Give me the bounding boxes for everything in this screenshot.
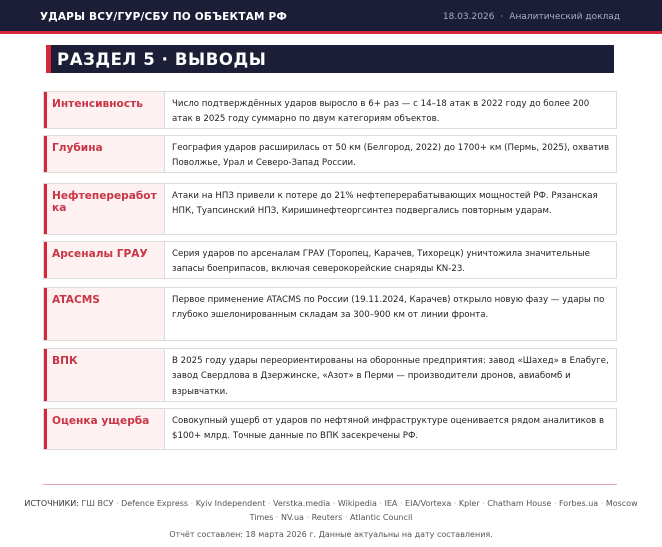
row-label: Оценка ущерба — [44, 409, 165, 449]
conclusion-row-depth — [43, 135, 617, 173]
source-separator: · — [600, 499, 604, 508]
row-label: ATACMS — [44, 288, 165, 340]
source-separator: · — [116, 499, 119, 508]
source-separator: · — [453, 499, 457, 508]
row-label: Интенсивность — [44, 92, 165, 128]
source-item: Atlantic Council — [349, 512, 413, 522]
report-date: 18.03.2026 — [442, 12, 495, 22]
conclusion-row-oil-refining — [43, 183, 617, 235]
source-item: Moscow Times — [249, 499, 638, 522]
source-item: Forbes.ua — [558, 499, 599, 508]
source-item: EIA/Vortexa — [405, 499, 452, 508]
source-item: Kpler — [458, 499, 480, 508]
section-title: РАЗДЕЛ 5 · ВЫВОДЫ — [57, 50, 267, 69]
source-separator: · — [482, 499, 485, 508]
source-separator: · — [399, 499, 403, 508]
source-separator: · — [379, 499, 382, 508]
section-heading — [46, 45, 614, 73]
source-separator: · — [332, 499, 336, 508]
row-text: Серия ударов по арсеналам ГРАУ (Торопец, Карачев, Тихорецк) уничтожила значительные запасы боеприпасов, включая северокорейские снаряды KN-23. — [172, 249, 590, 275]
source-separator: · — [306, 512, 310, 522]
row-label: Арсеналы ГРАУ — [44, 242, 165, 278]
source-item: Reuters — [311, 512, 343, 522]
row-text: В 2025 году удары переориентированы на оборонные предприятия: завод «Шахед» в Елабуге, завод Свердлова в Дзержинске, «Азот» в Перми — производители дронов, авиабомб и взрывчатки. — [172, 356, 609, 397]
report-meta — [443, 12, 620, 22]
conclusion-row-arsenals — [43, 241, 617, 279]
row-text: Число подтверждённых ударов выросло в 6+ раз — с 14–18 атак в 2022 году до более 200 атак в 2025 году суммарно по двум категориям объектов. — [172, 99, 590, 125]
source-separator: · — [267, 499, 271, 508]
source-separator: · — [344, 512, 348, 522]
sources-caption: ИСТОЧНИКИ: — [24, 499, 79, 508]
conclusion-row-atacms — [43, 287, 617, 341]
row-label: Нефтепереработка — [44, 184, 165, 234]
sources-list — [20, 497, 642, 524]
meta-separator: · — [500, 12, 504, 22]
source-separator: · — [190, 499, 194, 508]
source-item: Verstka.media — [272, 499, 331, 508]
compiled-note: Отчёт составлен: 18 марта 2026 г. Данные актуальны на дату составления. — [169, 530, 493, 539]
conclusion-row-defense-industry — [43, 348, 617, 402]
source-separator: · — [275, 512, 279, 522]
source-item: Chatham House — [487, 499, 552, 508]
row-text: Первое применение ATACMS по России (19.11.2024, Карачев) открыло новую фазу — удары по глубоко эшелонированным складам за 300–900 км от линии фронта. — [172, 295, 605, 321]
footer-divider — [43, 484, 617, 485]
row-text: География ударов расширилась от 50 км (Белгород, 2022) до 1700+ км (Пермь, 2025), охватив Поволжье, Урал и Северо-Запад России. — [172, 143, 610, 169]
conclusion-row-damage — [43, 408, 617, 450]
conclusion-row-intensity — [43, 91, 617, 129]
source-item: Kyiv Independent — [195, 499, 266, 508]
source-item: Wikipedia — [337, 499, 377, 508]
row-text: Атаки на НПЗ привели к потере до 21% нефтеперерабатывающих мощностей РФ. Рязанская НПК, Туапсинский НПЗ, Киришинефтеоргсинтез подвергались повторным ударам. — [172, 191, 598, 217]
header-bar — [0, 0, 662, 34]
source-item: Defence Express — [121, 499, 189, 508]
source-item: IEA — [384, 499, 398, 508]
report-type: Аналитический доклад — [509, 12, 620, 22]
source-separator: · — [553, 499, 557, 508]
row-text: Совокупный ущерб от ударов по нефтяной инфраструктуре оценивается рядом аналитиков в $100+ млрд. Точные данные по ВПК засекречены РФ. — [172, 416, 605, 442]
row-label: ВПК — [44, 349, 165, 401]
source-item: ГШ ВСУ — [81, 499, 114, 508]
source-item: NV.ua — [281, 512, 304, 522]
row-label: Глубина — [44, 136, 165, 172]
report-title: УДАРЫ ВСУ/ГУР/СБУ ПО ОБЪЕКТАМ РФ — [40, 11, 288, 23]
